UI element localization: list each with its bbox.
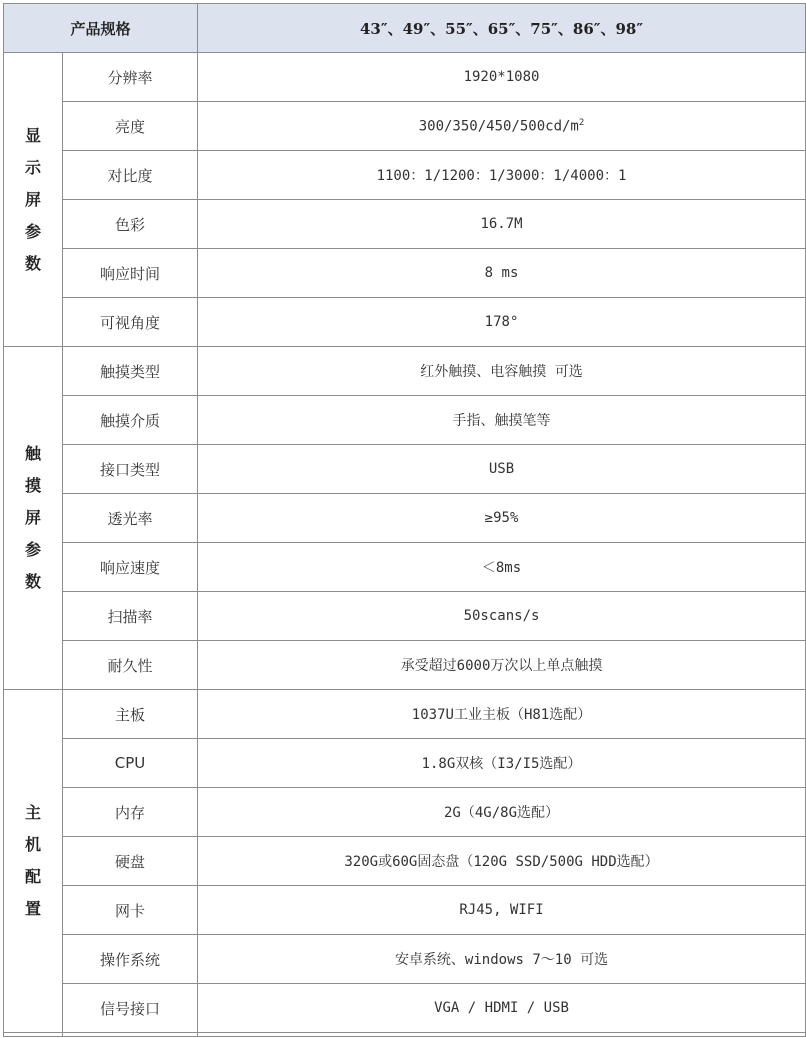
param-value-cell [198,200,806,249]
group-title-cell [4,690,63,1033]
param-value-cell [198,935,806,984]
param-name: 内存 [63,788,198,837]
header-label: 产品规格 [4,4,198,53]
table-row [4,102,806,151]
group-title-cell [4,53,63,347]
table-row [4,249,806,298]
param-name: 亮度 [63,102,198,151]
param-value-cell [198,788,806,837]
param-name: 信号接口 [63,984,198,1033]
param-value: ≥95% [484,510,519,526]
table-row [4,592,806,641]
param-name: 接口类型 [63,445,198,494]
table-row [4,739,806,788]
param-value: 16.7M [480,216,523,232]
param-value: 红外触摸、电容触摸 可选 [420,364,583,380]
table-row [4,837,806,886]
table-row [4,788,806,837]
empty-cell [4,1033,63,1037]
param-name: 透光率 [63,494,198,543]
param-name: 响应速度 [63,543,198,592]
param-value-cell [198,641,806,690]
param-name: 主板 [63,690,198,739]
empty-cell [63,1033,198,1037]
table-row [4,690,806,739]
param-value-cell [198,690,806,739]
param-value: 2G（4G/8G选配） [444,805,560,821]
param-name: 耐久性 [63,641,198,690]
empty-cell [198,1033,806,1037]
param-name: 分辨率 [63,53,198,102]
param-value: USB [488,461,515,477]
param-value-cell [198,543,806,592]
table-row [4,396,806,445]
param-value: 1037U工业主板（H81选配） [411,707,592,723]
table-continuation-row [4,1033,806,1037]
param-value-cell [198,298,806,347]
group-title: 触摸屏参数 [24,444,41,591]
table-row [4,445,806,494]
table-row [4,53,806,102]
param-value: 50scans/s [463,608,540,624]
param-value: 8 ms [484,265,519,281]
param-value: 手指、触摸笔等 [452,413,551,429]
table-row [4,347,806,396]
header-sizes: 43″、49″、55″、65″、75″、86″、98″ [198,4,806,53]
param-name: 对比度 [63,151,198,200]
table-row [4,200,806,249]
table-row [4,935,806,984]
param-name: 网卡 [63,886,198,935]
param-name: 可视角度 [63,298,198,347]
table-row [4,494,806,543]
table-row [4,151,806,200]
param-name: 色彩 [63,200,198,249]
param-name: 扫描率 [63,592,198,641]
param-value: RJ45, WIFI [459,902,544,918]
param-value-cell [198,151,806,200]
param-value-cell [198,102,806,151]
param-value-cell [198,886,806,935]
param-value: 320G或60G固态盘（120G SSD/500G HDD选配） [344,854,659,870]
table-row [4,984,806,1033]
param-value: ＜8ms [481,560,522,576]
param-value-cell [198,445,806,494]
param-value: VGA / HDMI / USB [434,1000,569,1016]
param-value: 1920*1080 [463,69,540,85]
param-name: 触摸类型 [63,347,198,396]
param-value: 安卓系统、windows 7～10 可选 [394,952,609,968]
group-title: 主机配置 [24,803,41,918]
param-value: 1.8G双核（I3/I5选配） [421,756,582,772]
param-value-cell [198,53,806,102]
table-header-row [4,4,806,53]
param-name: 触摸介质 [63,396,198,445]
param-name: 硬盘 [63,837,198,886]
table-row [4,886,806,935]
param-value: 承受超过6000万次以上单点触摸 [400,658,603,674]
param-name: 响应时间 [63,249,198,298]
param-value: 178° [484,314,519,330]
param-value: 300/350/450/500cd/m [418,118,579,135]
spec-table-body [4,4,806,1037]
spec-table [3,3,806,1037]
param-value-cell [198,249,806,298]
param-value-superscript: 2 [578,117,585,128]
table-row [4,641,806,690]
param-value-cell [198,592,806,641]
param-name: 操作系统 [63,935,198,984]
group-title-cell [4,347,63,690]
group-title: 显示屏参数 [24,125,41,273]
param-name: CPU [63,739,198,788]
param-value: 1100：1/1200：1/3000：1/4000：1 [376,168,627,184]
param-value-cell [198,396,806,445]
table-row [4,543,806,592]
param-value-cell [198,347,806,396]
param-value-cell [198,494,806,543]
param-value-cell [198,837,806,886]
table-row [4,298,806,347]
param-value-cell [198,984,806,1033]
param-value-cell [198,739,806,788]
